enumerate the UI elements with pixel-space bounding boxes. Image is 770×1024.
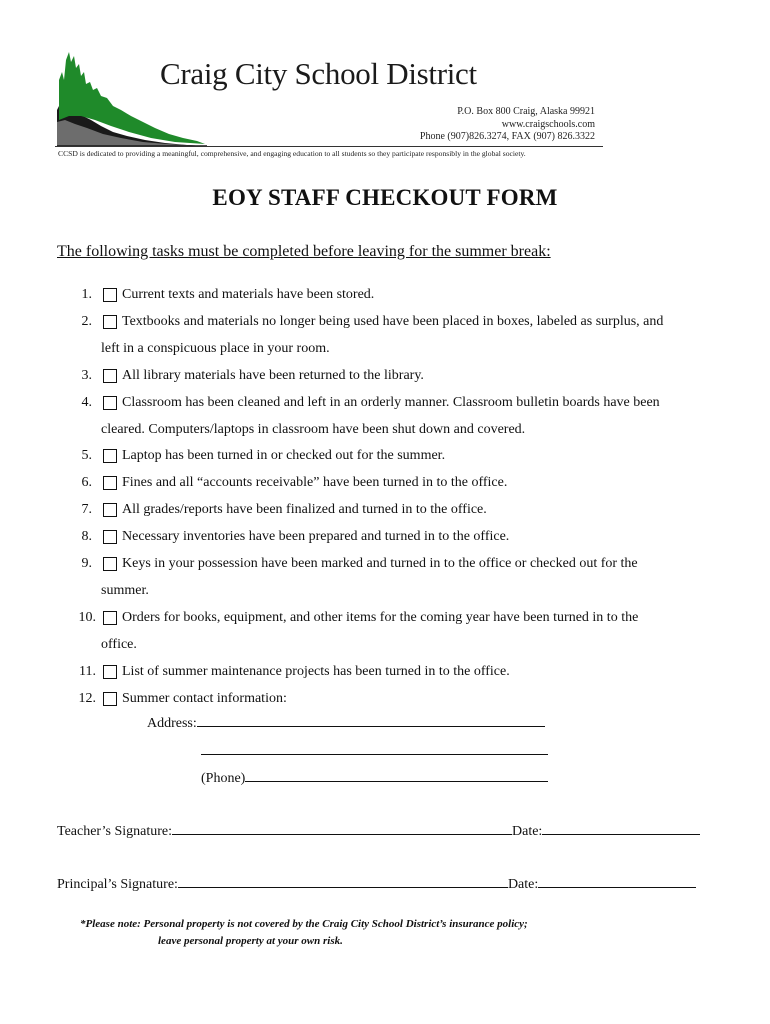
task-number: 4. xyxy=(81,394,92,410)
address-field xyxy=(147,712,545,732)
address-field-2 xyxy=(201,740,548,760)
task-text: Current texts and materials have been stored. xyxy=(122,287,375,302)
task-text-continued: summer. xyxy=(101,582,149,598)
task-checkbox[interactable] xyxy=(103,476,117,490)
task-checkbox[interactable] xyxy=(103,396,117,410)
task-text: Necessary inventories have been prepared and turned in to the office. xyxy=(122,529,510,545)
task-checkbox[interactable] xyxy=(103,288,117,302)
task-checkbox[interactable] xyxy=(103,665,117,679)
task-text: Fines and all “accounts receivable” have been turned in to the office. xyxy=(122,475,508,491)
task-text: Classroom has been cleaned and left in an orderly manner. Classroom bulletin boards have been xyxy=(122,394,660,410)
insurance-note xyxy=(80,916,528,950)
task-number: 5. xyxy=(81,448,92,464)
district-name: Craig City School District xyxy=(160,56,477,91)
task-number: 7. xyxy=(81,502,92,518)
contact-website: www.craigschools.com xyxy=(501,118,595,130)
task-text-continued: left in a conspicuous place in your room. xyxy=(101,340,330,356)
task-number: 12. xyxy=(78,690,96,706)
phone-label: (Phone) xyxy=(201,771,246,786)
task-text: Textbooks and materials no longer being used have been placed in boxes, labeled as surplus, and xyxy=(122,313,664,329)
task-checkbox[interactable] xyxy=(103,692,117,706)
address-line-2[interactable] xyxy=(201,740,548,755)
address-label: Address: xyxy=(147,716,197,731)
form-intro: The following tasks must be completed before leaving for the summer break: xyxy=(57,243,551,260)
task-text: List of summer maintenance projects has been turned in to the office. xyxy=(122,663,510,679)
task-number: 1. xyxy=(81,287,92,302)
note-line-2: leave personal property at your own risk. xyxy=(158,935,343,947)
task-text: All library materials have been returned to the library. xyxy=(122,367,424,383)
teacher-signature-label: Teacher’s Signature: xyxy=(57,824,172,839)
teacher-signature-line[interactable] xyxy=(172,820,512,835)
task-checkbox[interactable] xyxy=(103,503,117,517)
task-text: Orders for books, equipment, and other items for the coming year have been turned in to the xyxy=(122,609,639,625)
task-text-continued: office. xyxy=(101,636,137,652)
task-number: 10. xyxy=(78,609,96,625)
contact-info xyxy=(420,106,595,144)
form-title: EOY STAFF CHECKOUT FORM xyxy=(212,185,558,210)
task-checkbox[interactable] xyxy=(103,557,117,571)
task-text: Summer contact information: xyxy=(122,690,287,706)
principal-signature-label: Principal’s Signature: xyxy=(57,877,178,892)
task-number: 8. xyxy=(81,529,92,545)
contact-address: P.O. Box 800 Craig, Alaska 99921 xyxy=(457,106,595,117)
task-checkbox[interactable] xyxy=(103,369,117,383)
mission-statement: CCSD is dedicated to providing a meaningful, comprehensive, and engaging education to all students so they participate responsibly in the global society. xyxy=(58,149,526,158)
task-text: All grades/reports have been finalized and turned in to the office. xyxy=(122,502,487,518)
note-line-1: *Please note: Personal property is not covered by the Craig City School District’s insurance policy; xyxy=(80,918,528,930)
contact-phone: Phone (907)826.3274, FAX (907) 826.3322 xyxy=(419,131,595,142)
phone-field xyxy=(201,767,548,787)
teacher-date-label: Date: xyxy=(512,824,543,839)
address-line-1[interactable] xyxy=(197,712,545,727)
task-checkbox[interactable] xyxy=(103,315,117,329)
letterhead-rule xyxy=(55,146,603,147)
task-text: Laptop has been turned in or checked out for the summer. xyxy=(122,448,446,464)
task-checkbox[interactable] xyxy=(103,530,117,544)
task-number: 3. xyxy=(81,367,92,383)
principal-date-line[interactable] xyxy=(538,873,696,888)
phone-line[interactable] xyxy=(245,767,548,782)
principal-date-label: Date: xyxy=(507,877,539,892)
task-number: 11. xyxy=(79,663,96,679)
task-text-continued: cleared. Computers/laptops in classroom have been shut down and covered. xyxy=(101,421,526,437)
principal-signature-row xyxy=(57,873,696,893)
task-checkbox[interactable] xyxy=(103,611,117,625)
task-number: 2. xyxy=(81,313,92,329)
principal-signature-line[interactable] xyxy=(178,873,508,888)
task-text: Keys in your possession have been marked and turned in to the office or checked out for the xyxy=(122,556,638,571)
teacher-date-line[interactable] xyxy=(542,820,700,835)
teacher-signature-row xyxy=(57,820,700,840)
task-number: 9. xyxy=(81,556,92,571)
task-checkbox[interactable] xyxy=(103,449,117,463)
task-number: 6. xyxy=(81,475,92,491)
